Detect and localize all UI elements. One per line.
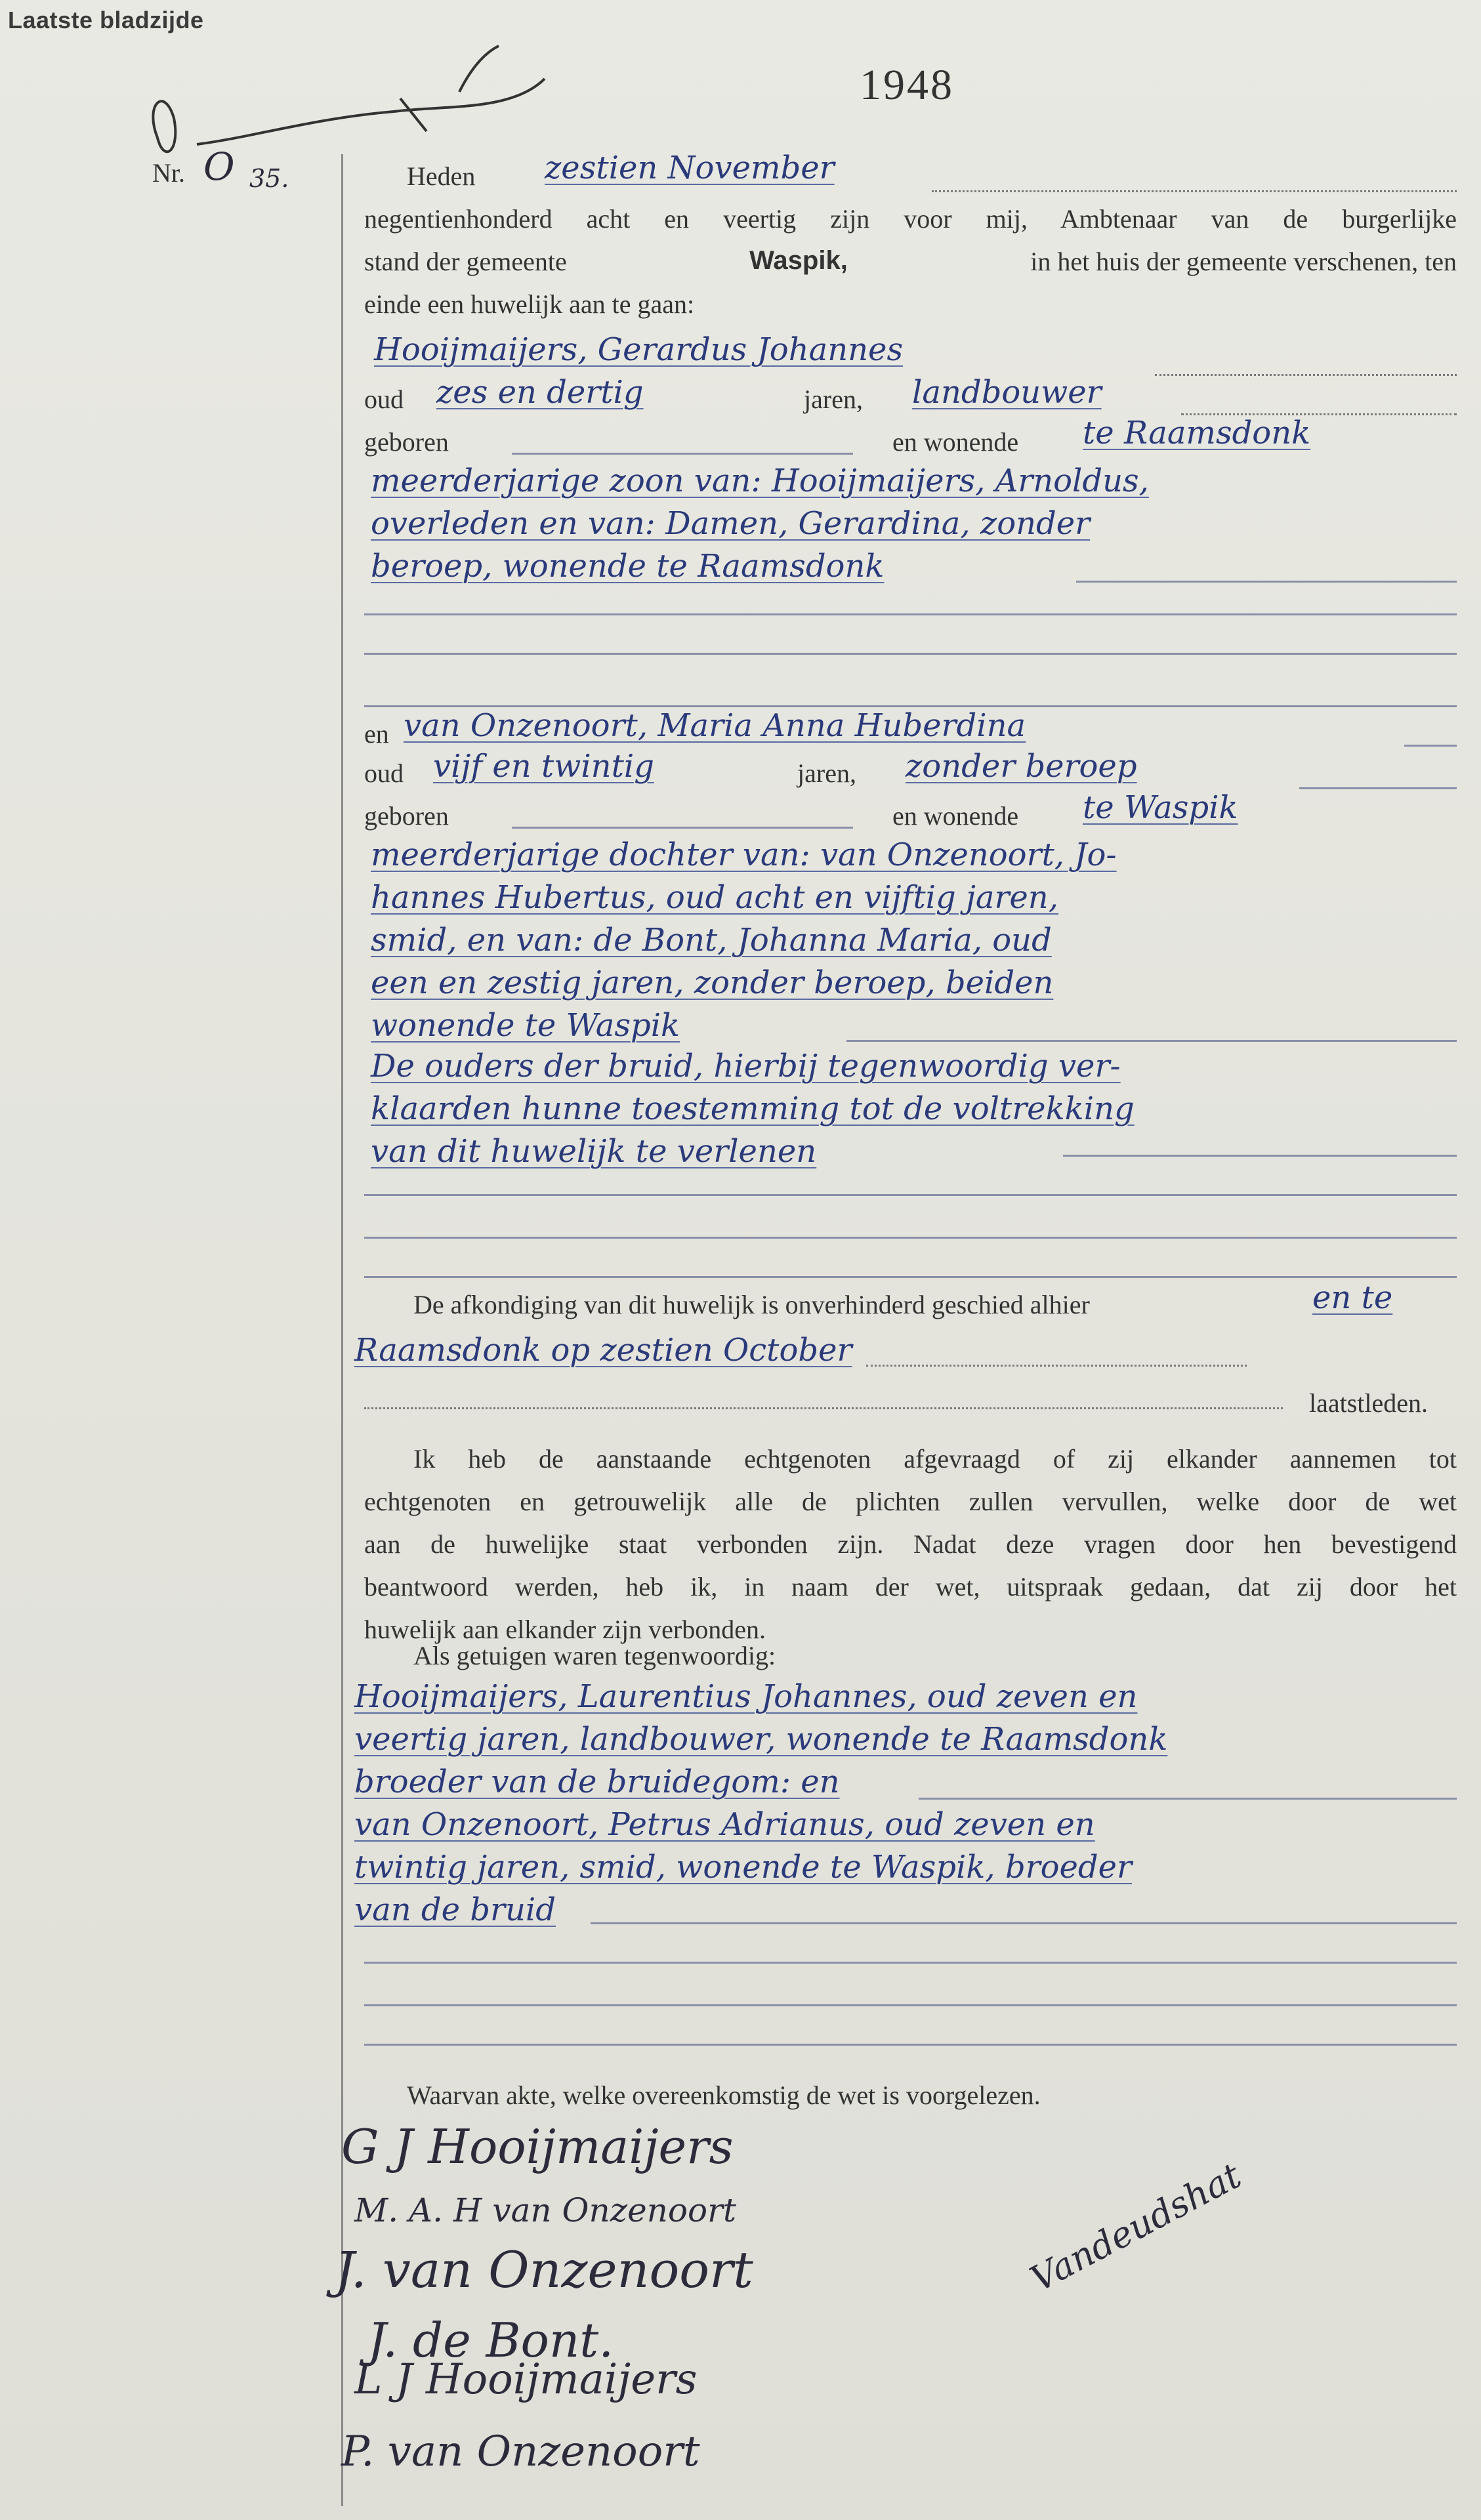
- parents-consent-3: van dit huwelijk te verlenen: [371, 1133, 817, 1170]
- date-fill-line: [932, 190, 1457, 192]
- record-year: 1948: [860, 61, 954, 109]
- bride-fill-1: [846, 1040, 1457, 1042]
- witness-line-1: Hooijmaijers, Laurentius Johannes, oud zeven en: [354, 1678, 1138, 1715]
- marriage-date: zestien November: [545, 150, 835, 186]
- witness-fill-4: [364, 2004, 1457, 2006]
- bride-name: van Onzenoort, Maria Anna Huberdina: [404, 707, 1026, 744]
- signature-groom: G J Hooijmaijers: [341, 2119, 734, 2174]
- witness-line-4: van Onzenoort, Petrus Adrianus, oud zeven en: [354, 1806, 1095, 1843]
- signature-witness-father: J. van Onzenoort: [335, 2241, 753, 2299]
- closing-statement: Waarvan akte, welke overeenkomstig de wet is voorgelezen.: [407, 2080, 1041, 2110]
- bride-fill-5: [364, 1276, 1457, 1278]
- bride-en-label: en: [364, 719, 389, 749]
- declaration-line-3: aan de huwelijke staat verbonden zijn. Nadat deze vragen door hen bevestigend: [364, 1529, 1457, 1559]
- proclamation-fill-2: [364, 1407, 1283, 1409]
- parents-consent-2: klaarden hunne toestemming tot de voltrekking: [371, 1090, 1135, 1127]
- witness-line-3: broeder van de bruidegom: en: [354, 1764, 840, 1800]
- bride-jaren-label: jaren,: [797, 758, 856, 788]
- intro-line-4: einde een huwelijk aan te gaan:: [364, 289, 695, 319]
- proclamation-text: De afkondiging van dit huwelijk is onverhinderd geschied alhier: [413, 1290, 1090, 1319]
- bride-parents-3: smid, en van: de Bont, Johanna Maria, oud: [371, 922, 1052, 959]
- witnesses-label: Als getuigen waren tegenwoordig:: [413, 1641, 776, 1670]
- bride-parents-2: hannes Hubertus, oud acht en vijftig jaren,: [371, 879, 1058, 916]
- groom-fill-1: [1076, 581, 1457, 583]
- heden-label: Heden: [407, 161, 476, 191]
- stamp-last-page: Laatste bladzijde: [8, 7, 204, 33]
- groom-fill-2: [364, 613, 1457, 615]
- groom-parents-3: beroep, wonende te Raamsdonk: [371, 548, 885, 585]
- groom-jaren-label: jaren,: [804, 384, 863, 414]
- groom-name: Hooijmaijers, Gerardus Johannes: [374, 331, 904, 368]
- groom-name-fill: [1155, 374, 1457, 376]
- groom-parents-1: meerderjarige zoon van: Hooijmaijers, Arnoldus,: [371, 463, 1149, 499]
- witness-fill-1: [919, 1798, 1457, 1800]
- signature-mother: J. de Bont.: [367, 2313, 614, 2368]
- proclamation-hand-1: en te: [1312, 1279, 1393, 1316]
- proclamation-hand-2: Raamsdonk op zestien October: [354, 1332, 852, 1369]
- proclamation-fill-1: [866, 1365, 1247, 1367]
- bride-parents-5: wonende te Waspik: [371, 1007, 680, 1044]
- groom-geboren-label: geboren: [364, 427, 449, 457]
- groom-age: zes en dertig: [436, 374, 644, 411]
- intro-line-3a: stand der gemeente: [364, 247, 567, 276]
- declaration-line-1: Ik heb de aanstaande echtgenoten afgevraagd of zij elkander aannemen tot: [413, 1444, 1457, 1474]
- bride-parents-1: meerderjarige dochter van: van Onzenoort, Jo-: [371, 837, 1117, 873]
- groom-occupation: landbouwer: [912, 374, 1102, 411]
- bride-geboren-label: geboren: [364, 801, 449, 831]
- record-number-handwritten: O: [203, 144, 235, 189]
- witness-fill-5: [364, 2044, 1457, 2046]
- bride-fill-4: [364, 1237, 1457, 1239]
- intro-line-3: [364, 246, 1457, 277]
- bride-wonende-label: en wonende: [892, 801, 1019, 831]
- bride-name-fill: [1404, 745, 1457, 747]
- bride-birthplace-line: [512, 827, 853, 829]
- bride-parents-4: een en zestig jaren, zonder beroep, beiden: [371, 964, 1054, 1001]
- groom-fill-3: [364, 653, 1457, 655]
- witness-fill-2: [591, 1922, 1457, 1924]
- intro-line-2: negentienhonderd acht en veertig zijn voor mij, Ambtenaar van de burgerlijke: [364, 204, 1457, 234]
- witness-line-2: veertig jaren, landbouwer, wonende te Raamsdonk: [354, 1721, 1168, 1758]
- witness-line-5: twintig jaren, smid, wonende te Waspik, broeder: [354, 1849, 1132, 1886]
- bride-residence: te Waspik: [1083, 789, 1238, 826]
- groom-birthplace-line: [512, 453, 853, 455]
- declaration-line-5: huwelijk aan elkander zijn verbonden.: [364, 1615, 766, 1644]
- signature-witness-2: P. van Onzenoort: [341, 2427, 700, 2476]
- margin-flourish: [118, 39, 577, 197]
- witness-line-6: van de bruid: [354, 1891, 556, 1928]
- groom-residence: te Raamsdonk: [1083, 415, 1311, 451]
- signature-witness-1: L J Hooijmaijers: [354, 2355, 698, 2404]
- bride-fill-2: [1063, 1155, 1457, 1157]
- intro-line-3c: in het huis der gemeente verschenen, ten: [1030, 247, 1457, 276]
- bride-oud-label: oud: [364, 758, 404, 788]
- declaration-line-4: beantwoord werden, heb ik, in naam der wet, uitspraak gedaan, dat zij door het: [364, 1572, 1457, 1601]
- groom-parents-2: overleden en van: Damen, Gerardina, zonder: [371, 505, 1091, 542]
- record-number-value: 35.: [249, 164, 289, 193]
- record-number-label: Nr.: [152, 158, 185, 188]
- groom-wonende-label: en wonende: [892, 427, 1019, 457]
- laatstleden-label: laatstleden.: [1309, 1388, 1429, 1418]
- bride-occupation: zonder beroep: [906, 748, 1137, 785]
- declaration-line-2: echtgenoten en getrouwelijk alle de plichten zullen vervullen, welke door de wet: [364, 1487, 1457, 1516]
- witness-fill-3: [364, 1962, 1457, 1964]
- parents-consent-1: De ouders der bruid, hierbij tegenwoordig ver-: [371, 1048, 1121, 1084]
- groom-oud-label: oud: [364, 384, 404, 414]
- bride-age: vijf en twintig: [433, 748, 654, 785]
- bride-occupation-fill: [1299, 787, 1457, 789]
- signature-bride: M. A. H van Onzenoort: [354, 2191, 737, 2229]
- municipality-name: Waspik,: [749, 246, 848, 275]
- signature-official: Vandeudshat: [1024, 2155, 1248, 2300]
- bride-fill-3: [364, 1194, 1457, 1196]
